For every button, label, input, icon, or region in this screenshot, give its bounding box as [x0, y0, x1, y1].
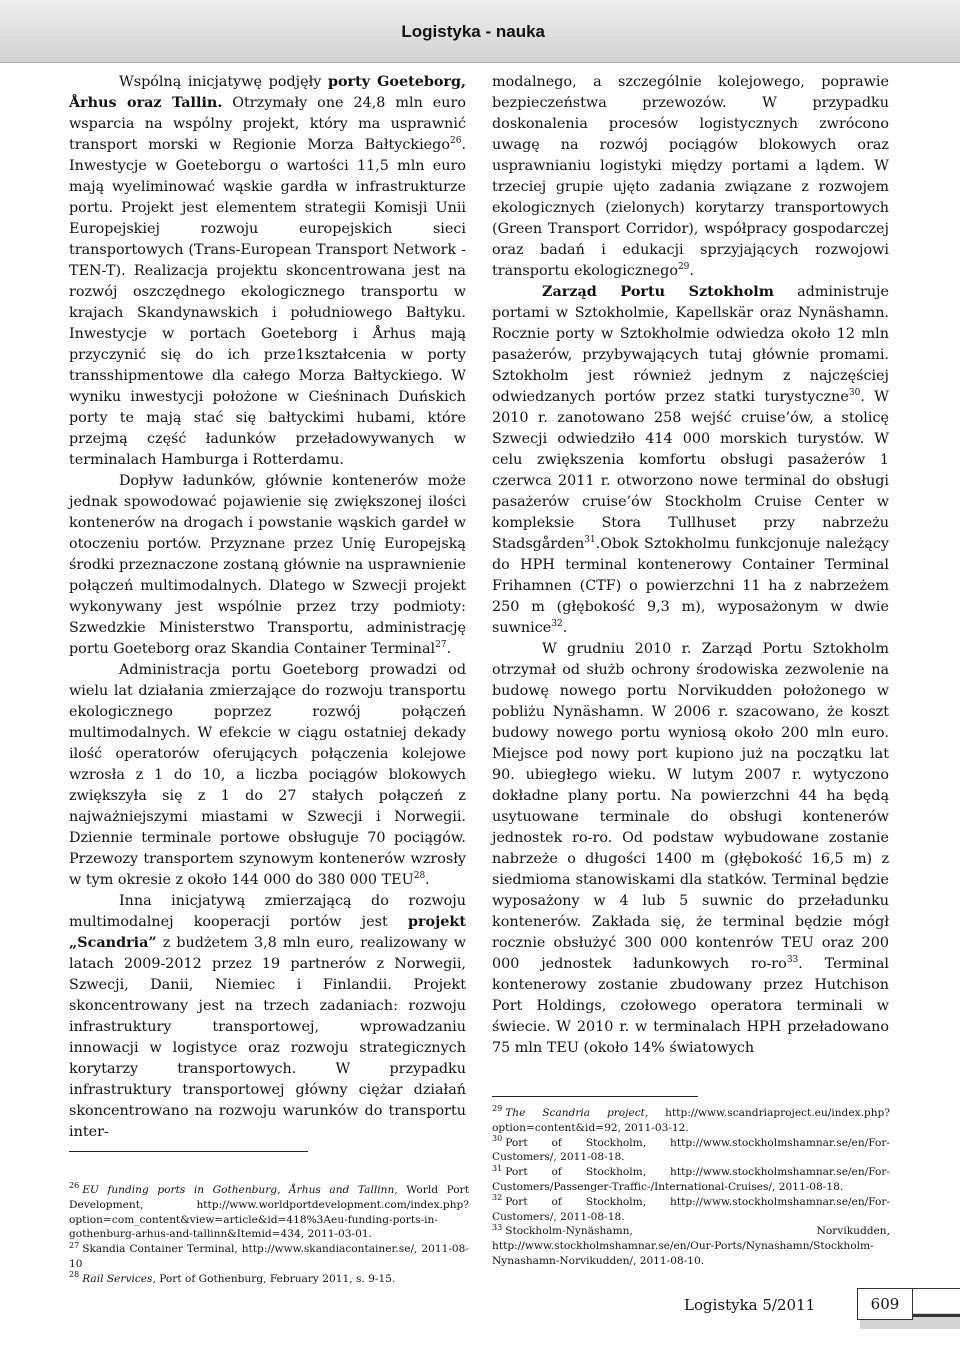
text-run: EU funding ports in Gothenburg, Århus and Tallinn,: [82, 1184, 398, 1196]
right-text-column: [492, 72, 889, 1059]
footnote-number: 28: [69, 1270, 80, 1280]
text-run: Port of Stockholm, http://www.stockholmshamnar.se/en/For-Customers/Passenger-Traffic-/International-Cruises/, 2011-08-18.: [492, 1166, 890, 1193]
footnote-number: 27: [69, 1240, 80, 1250]
journal-issue-label: Logistyka 5/2011: [684, 1296, 816, 1314]
page-number: 609: [857, 1288, 913, 1320]
footnote-ref: 31: [584, 535, 596, 546]
body-paragraph: [492, 282, 889, 639]
text-run: .Obok Sztokholmu funkcjonuje należący do HPH terminal kontenerowy Container Terminal Frihamnen (CTF) o powierzchni 11 ha z nabrzeżem 250 m (głębokość 9,3 m), wyposażonym w dwie suwnice: [492, 536, 889, 636]
footnotes-right: [492, 1106, 890, 1269]
footnote-ref: 30: [848, 388, 861, 399]
footnote: [492, 1224, 890, 1268]
text-run: Inna inicjatywą zmierzającą do rozwoju multimodalnej kooperacji portów jest: [69, 893, 466, 930]
running-header-title: Logistyka - nauka: [401, 22, 545, 41]
footnote-number: 31: [492, 1163, 503, 1173]
footnote: [492, 1195, 890, 1225]
footnote: [492, 1136, 890, 1166]
text-run: projekt „Scandria”: [69, 914, 466, 951]
text-run: porty Goeteborg, Århus oraz Tallin.: [69, 74, 466, 111]
footnote-number: 32: [492, 1193, 503, 1203]
text-run: Skandia Container Terminal, http://www.skandiacontainer.se/, 2011-08-10: [69, 1243, 469, 1270]
footnote-ref: 28: [413, 871, 426, 882]
text-run: z budżetem 3,8 mln euro, realizowany w latach 2009-2012 przez 19 partnerów z Norwegii, Szwecji, Danii, Niemiec i Finlandii. Projekt skoncentrowany jest na trzech zadaniach: rozwoju infrastruktury transportowej, wprowadzaniu innowacji w logistyce oraz rozwoju strategicznych korytarzy transportowych. W przypadku infrastruktury transportowej główny ciężar działań skoncentrowano na rozwoju warunków do transportu inter-: [69, 935, 466, 1140]
text-run: Port of Stockholm, http://www.stockholmshamnar.se/en/For-Customers/, 2011-08-18.: [492, 1195, 890, 1223]
body-paragraph: [69, 891, 466, 1143]
footnote: [69, 1272, 469, 1287]
text-run: Administracja portu Goeteborg prowadzi od wielu lat działania zmierzające do rozwoju transportu ekologicznego poprzez rozwój połączeń multimodalnych. W efekcie w ciągu ostatniej dekady ilość operatorów oferujących połączenia kolejowe wzrosła z 1 do 10, a liczba pociągów blokowych zwiększyła się z 1 do 27 stałych połączeń z najważniejszymi miastami w Szwecji i Norwegii. Dziennie terminale portowe obsługuje 70 pociągów. Przewozy transportem szynowym kontenerów wzrosły w tym okresie z około 144 000 do 380 000 TEU: [69, 662, 466, 888]
text-run: Stockholm-Nynäshamn, Norvikudden, http://www.stockholmshamnar.se/en/Our-Ports/Nynashamn/Stockholm-Nynashamn-Norvikudden/, 2011-08-10.: [492, 1225, 890, 1267]
footnote-ref: 26: [449, 136, 462, 147]
footnote-number: 29: [492, 1104, 503, 1114]
body-paragraph: [492, 72, 889, 282]
footnotes-left: [69, 1183, 469, 1287]
text-run: .: [446, 641, 452, 657]
footnote: [69, 1183, 469, 1242]
text-run: .: [689, 263, 694, 279]
footnote-number: 33: [492, 1222, 503, 1232]
body-paragraph: [69, 660, 466, 891]
footnote: [492, 1165, 890, 1195]
body-paragraph: [492, 639, 889, 1059]
text-run: Wspólną inicjatywę podjęły: [119, 74, 328, 90]
text-run: . Terminal kontenerowy zostanie zbudowany przez Hutchison Port Holdings, czołowego operatora terminali w świecie. W 2010 r. w terminalach HPH przeładowano 75 mln TEU (około 14% światowych: [492, 956, 890, 1056]
footnote: [69, 1242, 469, 1272]
footnote: [492, 1106, 890, 1136]
text-run: Otrzymały one 24,8 mln euro wsparcia na wspólny projekt, który ma usprawnić transport morski w Regionie Morza Bałtyckiego: [69, 95, 466, 153]
text-run: http://www.scandriaproject.eu/index.php?option=content&id=92, 2011-03-12.: [492, 1107, 891, 1134]
text-run: .: [562, 620, 568, 636]
footnote-separator-left: [69, 1151, 308, 1152]
text-run: .: [425, 872, 430, 888]
text-run: modalnego, a szczególnie kolejowego, poprawie bezpieczeństwa przewozów. W przypadku doskonalenia procesów logistycznych zwrócono uwagę na rozwój pociągów blokowych oraz usprawnianiu logistyki między portami a lądem. W trzeciej grupie ujęto zadania związane z rozwojem ekologicznych (zielonych) korytarzy transportowych (Green Transport Corridor), współpracy gospodarczej oraz badań i edukacji sprzyjających rozwojowi transportu ekologicznego: [492, 74, 889, 279]
footnote-ref: 33: [786, 955, 799, 966]
body-paragraph: [69, 471, 466, 660]
text-run: . Inwestycje w Goeteborgu o wartości 11,5 mln euro mają wyeliminować wąskie gardła w infrastrukturze portu. Projekt jest elementem strategii Komisji Unii Europejskiej rozwoju europejskich sieci transportowych (Trans-European Transport Network - TEN-T). Realizacja projektu skoncentrowana jest na rozwój oszczędnego ekologicznego transportu w krajach Skandynawskich i południowego Bałtyku. Inwestycje w portach Goeteborg i Århus mają przyczynić się do ich prze1kształcenia w porty transshipmentowe dla całego Morza Bałtyckiego. W wyniku inwestycji położone w Cieśninach Duńskich porty te mają stać się bałtyckimi hubami, które przejmą część ładunków przeładowywanych w terminalach Hamburga i Rotterdamu.: [69, 137, 466, 468]
body-paragraph: [69, 72, 466, 471]
text-run: World Port Development, http://www.worldportdevelopment.com/index.php?option=com_content&view=article&id=418%3Aeu-funding-ports-in-gothenburg-arhus-and-tallinn&Itemid=434, 2011-03-01.: [69, 1184, 469, 1241]
text-run: Rail Services,: [82, 1272, 156, 1285]
footnote-ref: 32: [551, 619, 563, 630]
left-text-column: [69, 72, 466, 1143]
footnote-ref: 29: [677, 262, 690, 273]
text-run: The Scandria project,: [505, 1107, 649, 1119]
running-header-bar: [0, 0, 960, 63]
text-run: Port of Stockholm, http://www.stockholmshamnar.se/en/For-Customers/, 2011-08-18.: [492, 1136, 890, 1164]
footnote-separator-right: [492, 1096, 698, 1097]
text-run: Zarząd Portu Sztokholm: [542, 284, 774, 300]
text-run: Port of Gothenburg, February 2011, s. 9-15.: [155, 1272, 396, 1285]
text-run: . W 2010 r. zanotowano 258 wejść cruise’ów, a stolicę Szwecji odwiedziło 414 000 morskich turystów. W celu zwiększenia komfortu obsługi pasażerów 1 czerwca 2011 r. otworzono nowe terminal do obsługi pasażerów cruise’ów Stockholm Cruise Center w kompleksie Stora Tullhuset przy nabrzeżu Stadsgården: [492, 389, 889, 552]
footnote-number: 26: [69, 1181, 80, 1191]
text-run: Dopływ ładunków, głównie kontenerów może jednak spowodować pojawienie się zwiększonej ilości kontenerów na drogach i powstanie wąskich gardeł w otoczeniu portów. Przyznane przez Unię Europejską środki przeznaczone zostaną głównie na usprawnienie połączeń multimodalnych. Dlatego w Szwecji projekt wykonywany jest wspólnie przez trzy podmioty: Szwedzkie Ministerstwo Transportu, administrację portu Goeteborg oraz Skandia Container Terminal: [69, 473, 466, 657]
text-run: W grudniu 2010 r. Zarząd Portu Sztokholm otrzymał od służb ochrony środowiska zezwolenie na budowę nowego portu Norvikudden położonego w pobliżu Nynäshamn. W 2006 r. szacowano, że koszt budowy nowego portu wyniosą około 200 mln euro. Miejsce pod nowy port kupiono już na początku lat 90. ubiegłego wieku. W lutym 2007 r. wytyczono dokładne plany portu. Na powierzchni 44 ha będą usytuowane terminale do obsługi kontenerów jednostek ro-ro. Od podstaw wybudowane zostanie nabrzeże o długości 1400 m (głębokość 16,5 m) z siedmioma stanowiskami dla statków. Terminal będzie wyposażony w 4 lub 5 suwnic do przeładunku kontenerów. Zakłada się, że terminal będzie mógł rocznie obsłużyć 300 000 kontenrów TEU oraz 200 000 jednostek ładunkowych ro-ro: [492, 641, 889, 972]
text-run: administruje portami w Sztokholmie, Kapellskär oraz Nynäshamn. Rocznie porty w Sztokholmie odwiedza około 12 mln pasażerów, przybywających tutaj głównie promami. Sztokholm jest również jednym z najczęściej odwiedzanych portów przez statki turystyczne: [492, 284, 889, 405]
footnote-ref: 27: [435, 640, 447, 651]
footnote-number: 30: [492, 1134, 503, 1144]
